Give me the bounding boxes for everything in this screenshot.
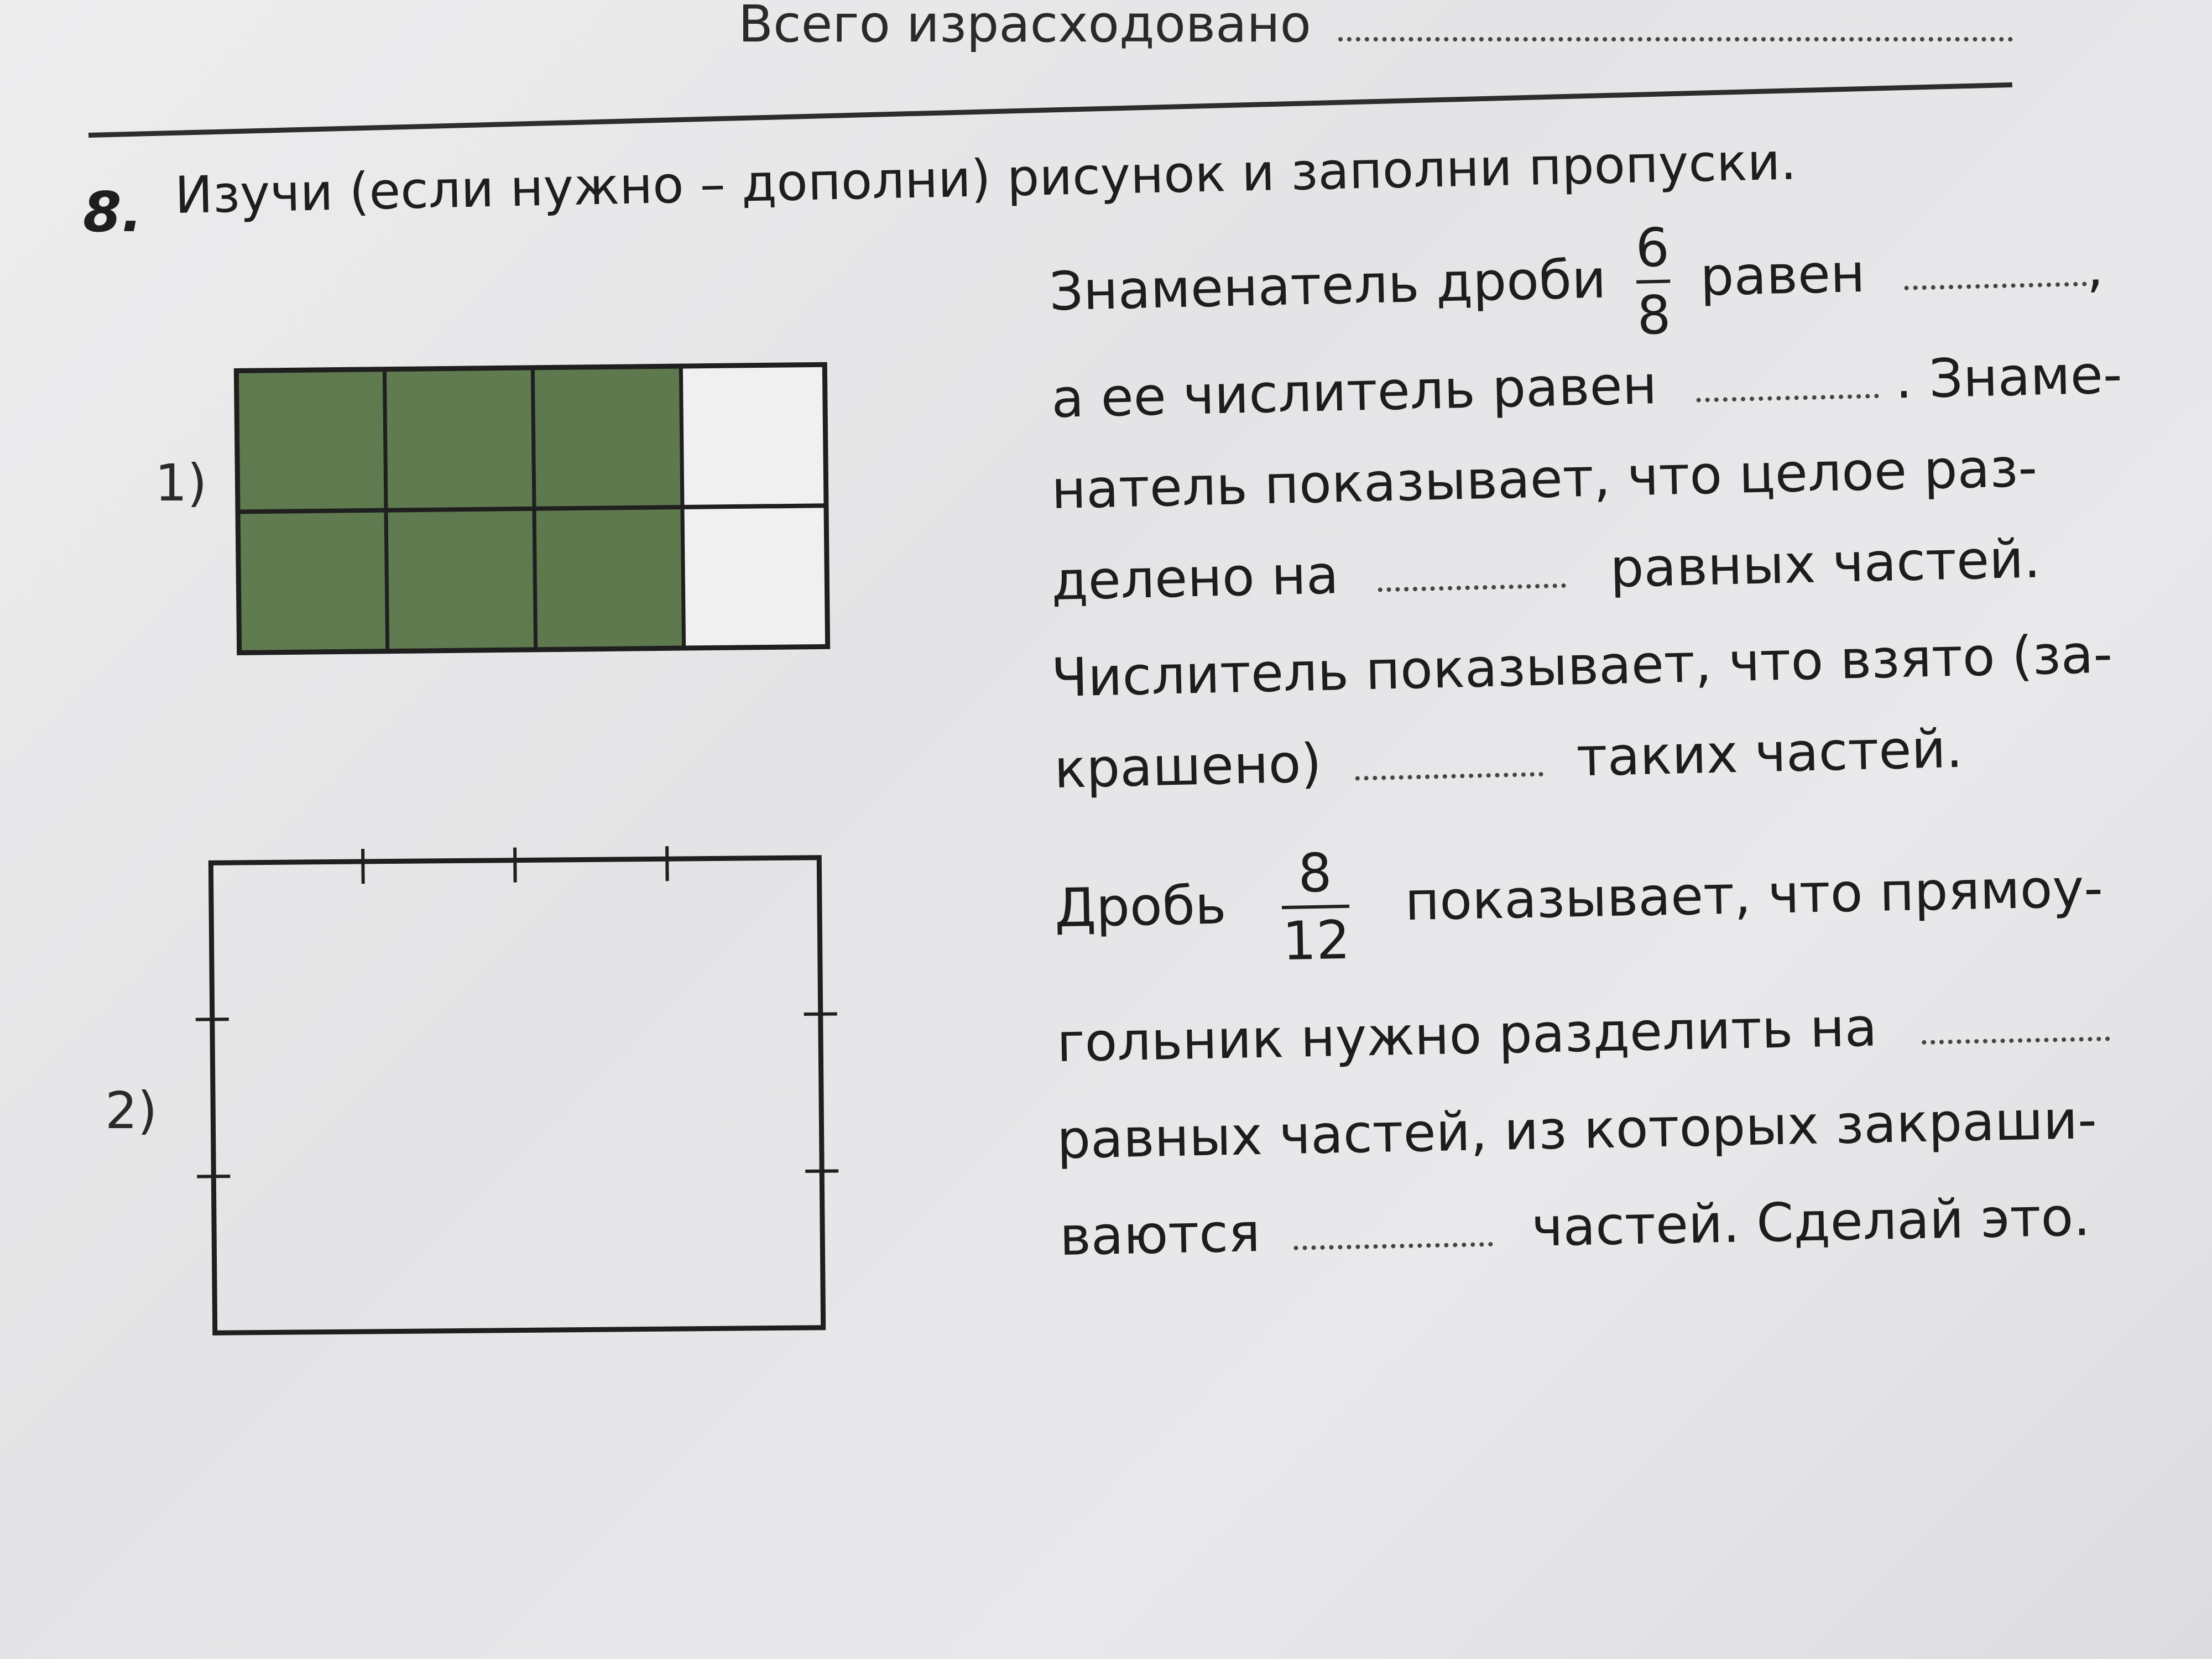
tick-mark: [804, 1014, 837, 1015]
paragraph-2-line-3: равных частей, из которых закраши-: [1056, 1088, 2098, 1171]
grid-cell-shaded: [384, 368, 534, 510]
paragraph-1-line-5: Числитель показывает, что взято (за-: [1051, 623, 2114, 709]
text-fragment: равен: [1699, 242, 1866, 308]
fraction-numerator: 8: [1297, 842, 1333, 905]
task-number: 8.: [83, 180, 143, 244]
figure-2-label: 2): [105, 1081, 158, 1140]
fraction-bar: [1282, 905, 1349, 909]
figure-1-label: 1): [155, 453, 207, 513]
text-fragment: а ее числитель равен: [1051, 354, 1658, 430]
paragraph-1-line-1: [1048, 211, 2105, 356]
answer-blank-taken[interactable]: [1355, 772, 1543, 781]
fraction-8-12: [1281, 842, 1351, 973]
paragraph-2-line-1: [1053, 832, 2104, 972]
grid-cell-shaded: [386, 509, 536, 651]
text-fragment: . Знаме-: [1894, 343, 2123, 411]
text-fragment: Дробь: [1053, 874, 1227, 940]
grid-cell-shaded: [236, 369, 386, 512]
grid-cell-empty: [681, 364, 826, 507]
text-fragment: Знаменатель дроби: [1048, 248, 1607, 323]
figure-2-rectangle[interactable]: [194, 845, 840, 1333]
text-fragment: делено на: [1051, 544, 1339, 612]
text-fragment: показывает, что прямоу-: [1404, 857, 2104, 933]
rectangle-outline: [211, 858, 823, 1333]
fraction-numerator: 6: [1635, 216, 1670, 279]
text-fragment: крашено): [1053, 732, 1323, 800]
tick-mark: [196, 1019, 229, 1020]
fraction-bar: [1636, 279, 1670, 283]
answer-blank-total-parts[interactable]: [1922, 1036, 2110, 1045]
fraction-denominator: 8: [1636, 284, 1672, 347]
fraction-6-8: [1635, 216, 1672, 347]
figure-1-grid[interactable]: [236, 364, 827, 653]
text-fragment: таких частей.: [1575, 717, 1964, 789]
paragraph-1-line-3: натель показывает, что целое раз-: [1051, 436, 2038, 521]
answer-blank-denominator[interactable]: [1905, 282, 2087, 290]
text-fragment: ваются: [1059, 1202, 1261, 1267]
text-fragment: гольник нужно разделить на: [1056, 996, 1878, 1074]
text-fragment: ,: [2085, 237, 2104, 299]
grid-cell-shaded: [238, 510, 388, 653]
fraction-denominator: 12: [1282, 909, 1351, 973]
answer-blank-numerator[interactable]: [1696, 394, 1879, 402]
grid-cell-shaded: [533, 366, 682, 509]
grid-cell-shaded: [534, 507, 684, 650]
tick-mark: [805, 1171, 838, 1172]
expense-total-label: Всего израсходовано: [738, 0, 1311, 54]
task-instruction: Изучи (если нужно – дополни) рисунок и заполни пропуски.: [174, 132, 1797, 225]
answer-blank-shaded-parts[interactable]: [1294, 1242, 1493, 1250]
tick-mark: [197, 1176, 230, 1177]
answer-blank-parts[interactable]: [1378, 583, 1566, 592]
grid-cell-empty: [682, 505, 828, 648]
text-fragment: частей. Сделай это.: [1531, 1186, 2091, 1259]
text-fragment: равных частей.: [1609, 528, 2042, 600]
